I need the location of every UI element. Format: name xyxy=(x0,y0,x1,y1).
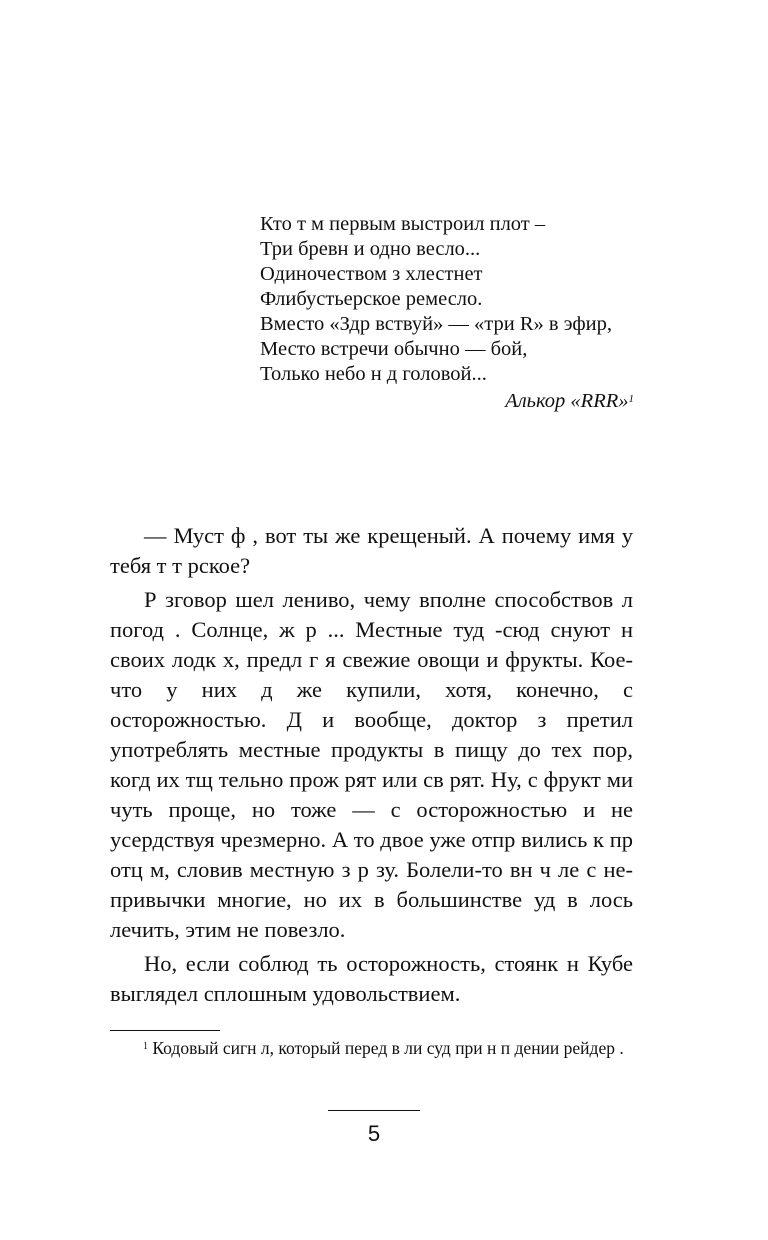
main-text xyxy=(110,521,633,1009)
page-number-rule xyxy=(328,1110,420,1111)
epigraph-line: Флибустьерское ремесло. xyxy=(260,288,483,310)
epigraph-line: Одиночеством з хлестнет xyxy=(260,263,483,285)
attribution-text: Алькор «RRR» xyxy=(505,390,629,412)
paragraph: Но, если соблюд ть осторожность, стоянк н Кубе выглядел сплошным удовольствием. xyxy=(110,951,633,1006)
paragraph: — Муст ф , вот ты же крещеный. А почему имя у тебя т т рское? xyxy=(110,523,633,578)
footnote-reference: 1 xyxy=(628,393,634,405)
epigraph xyxy=(260,212,640,414)
epigraph-attribution xyxy=(260,389,640,414)
epigraph-line: Вместо «Здр вствуй» — «три R» в эфир, xyxy=(260,313,613,335)
epigraph-line: Место встречи обычно — бой, xyxy=(260,338,528,360)
footnote xyxy=(110,1036,633,1060)
paragraph: Р зговор шел лениво, чему вполне способствов л погод . Солнце, ж р ... Местные туд -сюд снуют н своих лодк х, предл г я свежие овощи и фрукты. Кое-что у них д же купили, хотя, конечно, с осторожностью. Д и вообще, доктор з претил употреблять местные продукты в пищу до тех пор, когд их тщ тельно прож рят или св рят. Ну, с фрукт ми чуть проще, но тоже — с осторожностью и не усердствуя чрезмерно. А то двое уже отпр вились к пр отц м, словив местную з р зу. Болели-то вн ч ле с непривычки многие, но их в большинстве уд в лось лечить, этим не повезло. xyxy=(110,587,633,942)
epigraph-line: Кто т м первым выстроил плот – xyxy=(260,213,546,235)
epigraph-line: Три бревн и одно весло... xyxy=(260,238,481,260)
footnote-text: Кодовый сигн л, который перед в ли суд при н п дении рейдер . xyxy=(148,1038,624,1058)
epigraph-line: Только небо н д головой... xyxy=(260,363,487,385)
footnote-divider xyxy=(110,1030,220,1031)
page-number: 5 xyxy=(367,1121,381,1146)
footnote-marker: 1 xyxy=(143,1041,148,1052)
